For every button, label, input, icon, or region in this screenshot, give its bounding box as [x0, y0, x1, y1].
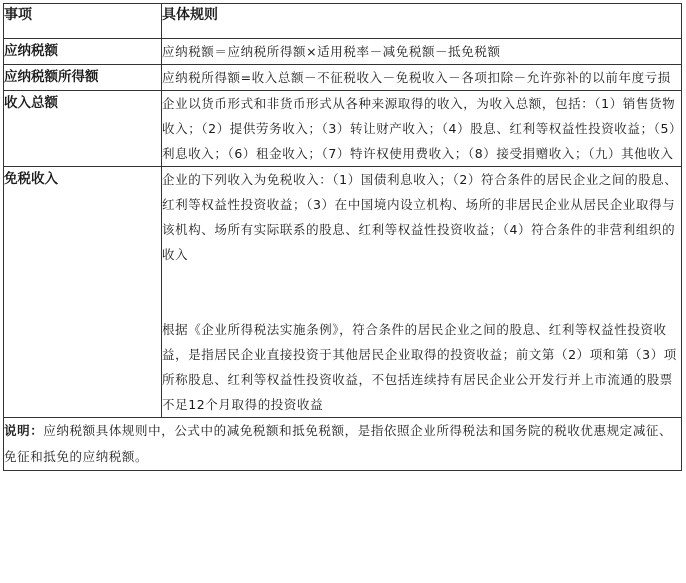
note-row: [4, 418, 682, 471]
row-content: [162, 167, 682, 418]
row-content: [162, 39, 682, 65]
note-label: 说明：: [4, 423, 44, 438]
tax-rules-table: [3, 3, 682, 471]
row-paragraph: 应纳税所得额=收入总额－不征税收入－免税收入－各项扣除－允许弥补的以前年度亏损: [162, 70, 671, 85]
table-header-row: [4, 4, 682, 39]
row-content: [162, 91, 682, 167]
table-row: [4, 167, 682, 418]
table-row: [4, 91, 682, 167]
table-row: [4, 39, 682, 65]
row-paragraph: 企业以货币形式和非货币形式从各种来源取得的收入，为收入总额，包括：（1）销售货物收入；（2）提供劳务收入；（3）转让财产收入；（4）股息、红利等权益性投资收益；（5）利息收入；（6）租金收入；（7）特许权使用费收入；（8）接受捐赠收入；（九）其他收入: [162, 96, 676, 161]
row-label: 应纳税额: [4, 39, 162, 65]
header-item: 事项: [4, 4, 162, 39]
row-label: 免税收入: [4, 167, 162, 418]
row-paragraph: 企业的下列收入为免税收入：（1）国债利息收入；（2）符合条件的居民企业之间的股息、红利等权益性投资收益；（3）在中国境内设立机构、场所的非居民企业从居民企业取得与该机构、场所有实际联系的股息、红利等权益性投资收益；（4）符合条件的非营利组织的收入: [162, 172, 678, 262]
paragraph-spacer: [162, 267, 681, 317]
row-paragraph: 应纳税额＝应纳税所得额×适用税率－减免税额－抵免税额: [162, 44, 501, 59]
table-row: [4, 65, 682, 91]
note-text: 应纳税额具体规则中，公式中的减免税额和抵免税额，是指依照企业所得税法和国务院的税收优惠规定减征、免征和抵免的应纳税额。: [4, 423, 673, 464]
rules-table-container: [3, 3, 681, 471]
row-content: [162, 65, 682, 91]
note-cell: [4, 418, 682, 471]
header-rule: 具体规则: [162, 4, 682, 39]
row-label: 收入总额: [4, 91, 162, 167]
row-paragraph: 根据《企业所得税法实施条例》，符合条件的居民企业之间的股息、红利等权益性投资收益，是指居民企业直接投资于其他居民企业取得的投资收益；前文第（2）项和第（3）项所称股息、红利等权益性投资收益，不包括连续持有居民企业公开发行并上市流通的股票不足12个月取得的投资收益: [162, 322, 677, 412]
row-label: 应纳税额所得额: [4, 65, 162, 91]
